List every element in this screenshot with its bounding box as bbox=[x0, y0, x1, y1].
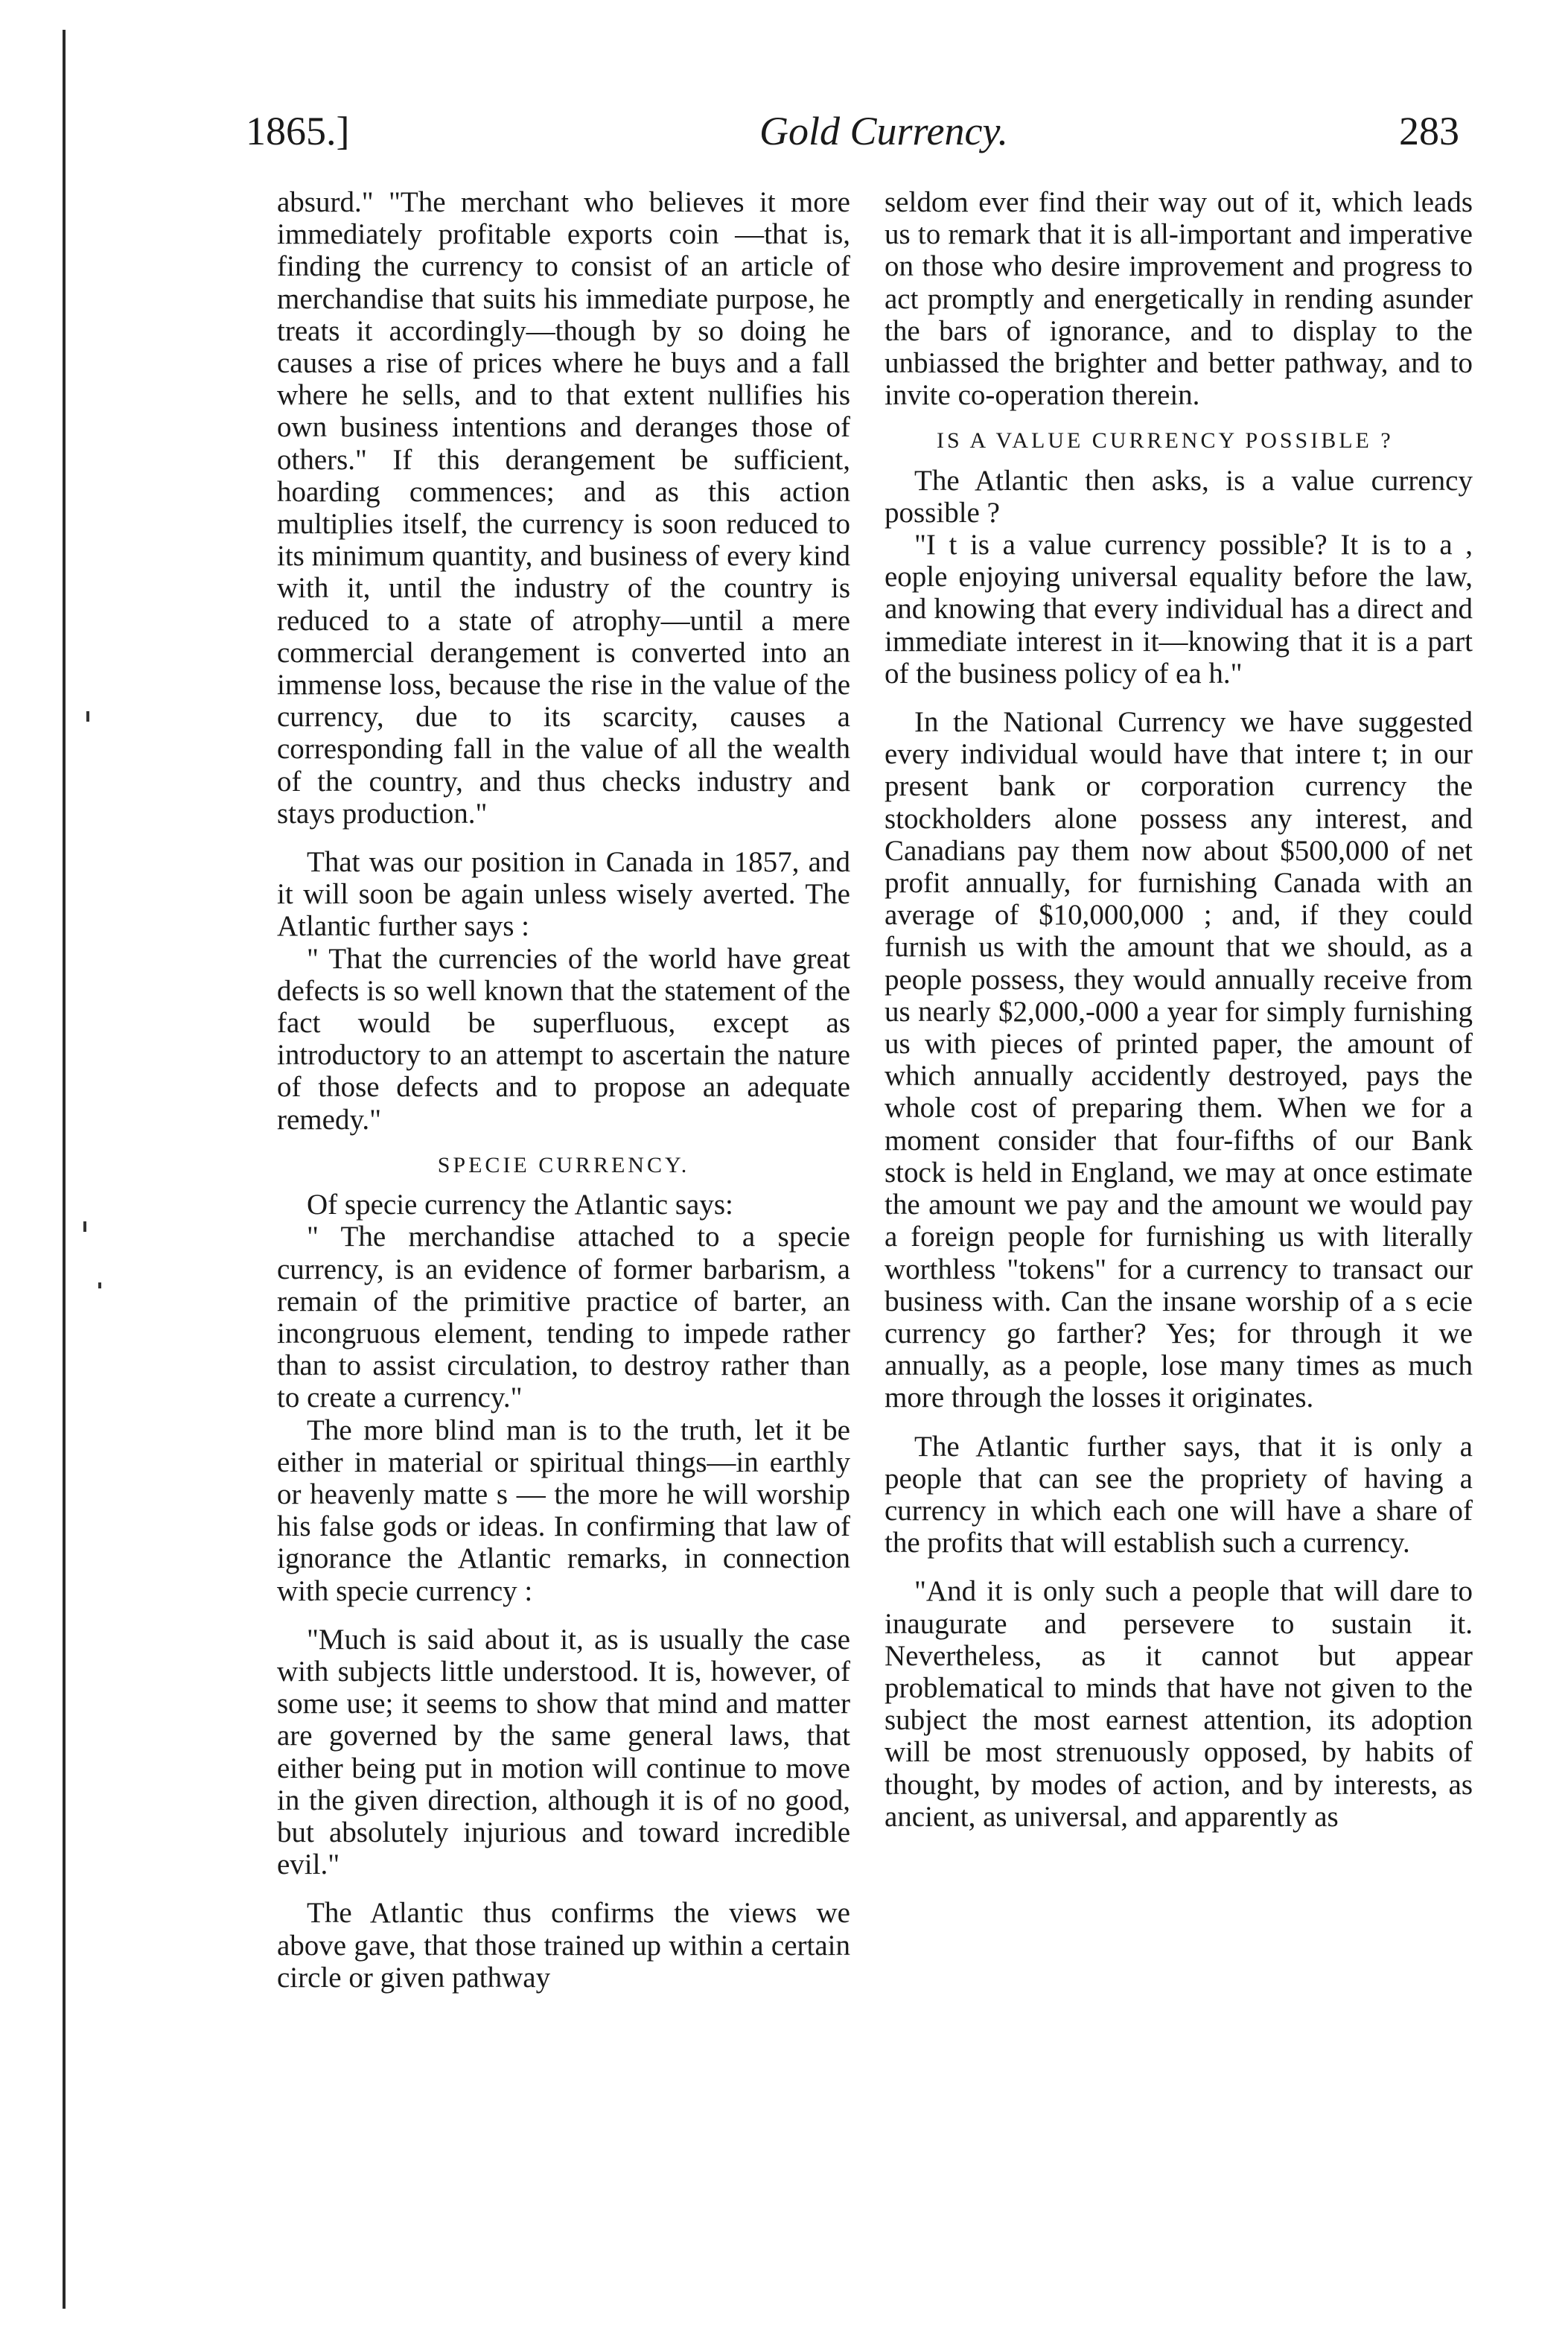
paragraph: absurd." "The merchant who believes it more immediately profitable exports coin —that is, finding the currency to consist of an article of merchandise that suits his immediate purpose, he treats it accordingly—though by so doing he causes a rise of prices where he buys and a fall where he sells, and to that extent nullifies his own business intentions and deranges those of others." If this derangement be sufficient, hoarding commences; and as this action multiplies itself, the currency is soon reduced to its minimum quantity, and business of every kind with it, until the industry of the country is reduced to a state of atrophy—until a mere commercial derangement is converted into an immense loss, because the rise in the value of the currency, due to its scarcity, causes a corresponding fall in the value of all the wealth of the country, and thus checks industry and stays production." bbox=[277, 186, 850, 830]
header-title: Gold Currency. bbox=[759, 109, 1008, 153]
paragraph: The Atlantic then asks, is a value currency possible ? bbox=[885, 464, 1473, 529]
paragraph: The Atlantic thus confirms the views we above gave, that those trained up within a certain circle or given pathway bbox=[277, 1897, 850, 1994]
margin-tick-mark bbox=[86, 711, 89, 722]
block-quote: " That the currencies of the world have great defects is so well known that the statement of the fact would be superfluous, except as introductory to an attempt to ascertain the nature of those defects and to propose an adequate remedy." bbox=[277, 942, 850, 1136]
header-year: 1865.] bbox=[246, 109, 350, 153]
paragraph: seldom ever find their way out of it, which leads us to remark that it is all-important and imperative on those who desire improvement and progress to act promptly and energetically in rending asunder the bars of ignorance, and to display to the unbiassed the brighter and better pathway, and to invite co-operation therein. bbox=[885, 186, 1473, 412]
block-quote: "And it is only such a people that will dare to inaugurate and persevere to sustain it. Nevertheless, as it cannot but appear problematical to minds that have not given to the subject the most earnest attention, its adoption will be most strenuously opposed, by habits of thought, by modes of action, and by interests, as ancient, as universal, and apparently as bbox=[885, 1575, 1473, 1833]
right-column bbox=[885, 186, 1473, 1833]
left-column bbox=[277, 186, 850, 1994]
block-quote: " The merchandise attached to a specie currency, is an evidence of former barbarism, a remain of the primitive practice of barter, an incongruous element, tending to impede rather than to assist circulation, to destroy rather than to create a currency." bbox=[277, 1221, 850, 1414]
paragraph: The more blind man is to the truth, let it be either in material or spiritual things—in earthly or heavenly matte s — the more he will worship his false gods or ideas. In confirming that law of ignorance the Atlantic remarks, in connection with specie currency : bbox=[277, 1414, 850, 1607]
page-number: 283 bbox=[1399, 109, 1459, 153]
running-header bbox=[246, 108, 1459, 175]
section-heading: SPECIE CURRENCY. bbox=[437, 1152, 690, 1177]
paragraph: Of specie currency the Atlantic says: bbox=[307, 1189, 733, 1221]
page-binding-edge bbox=[63, 30, 66, 2309]
block-quote: "I t is a value currency possible? It is to a , eople enjoying universal equality before the law, and knowing that every individual has a direct and immediate interest in it—knowing that it is a part of the business policy of ea h." bbox=[885, 529, 1473, 690]
margin-tick-mark bbox=[98, 1282, 101, 1288]
block-quote: "Much is said about it, as is usually the case with subjects little understood. It is, however, of some use; it seems to show that mind and matter are governed by the same general laws, that either being put in motion will continue to move in the given direction, although it is of no good, but absolutely injurious and toward incredible evil." bbox=[277, 1623, 850, 1881]
paragraph: That was our position in Canada in 1857, and it will soon be again unless wisely averted. The Atlantic further says : bbox=[277, 846, 850, 943]
paragraph: The Atlantic further says, that it is only a people that can see the propriety of having a currency in which each one will have a share of the profits that will establish such a currency. bbox=[885, 1430, 1473, 1559]
paragraph: In the National Currency we have suggested every individual would have that intere t; in our present bank or corporation currency the stockholders alone possess any interest, and Canadians pay them now about $500,000 of net profit annually, for furnishing Canada with an average of $10,000,000 ; and, if they could furnish us with the amount that we should, as a people possess, they would annually receive from us nearly $2,000,-000 a year for simply furnishing us with pieces of printed paper, the amount of which annually accidently destroyed, pays the whole cost of preparing them. When we for a moment consider that four-fifths of our Bank stock is held in England, we may at once estimate the amount we pay and the amount we would pay a foreign people for furnishing us with literally worthless "tokens" for a currency to transact our business with. Can the insane worship of a s ecie currency go farther? Yes; for through it we annually, as a people, lose many times as much more through the losses it originates. bbox=[885, 706, 1473, 1414]
section-heading: IS A VALUE CURRENCY POSSIBLE ? bbox=[937, 428, 1394, 454]
margin-tick-mark bbox=[83, 1221, 86, 1232]
